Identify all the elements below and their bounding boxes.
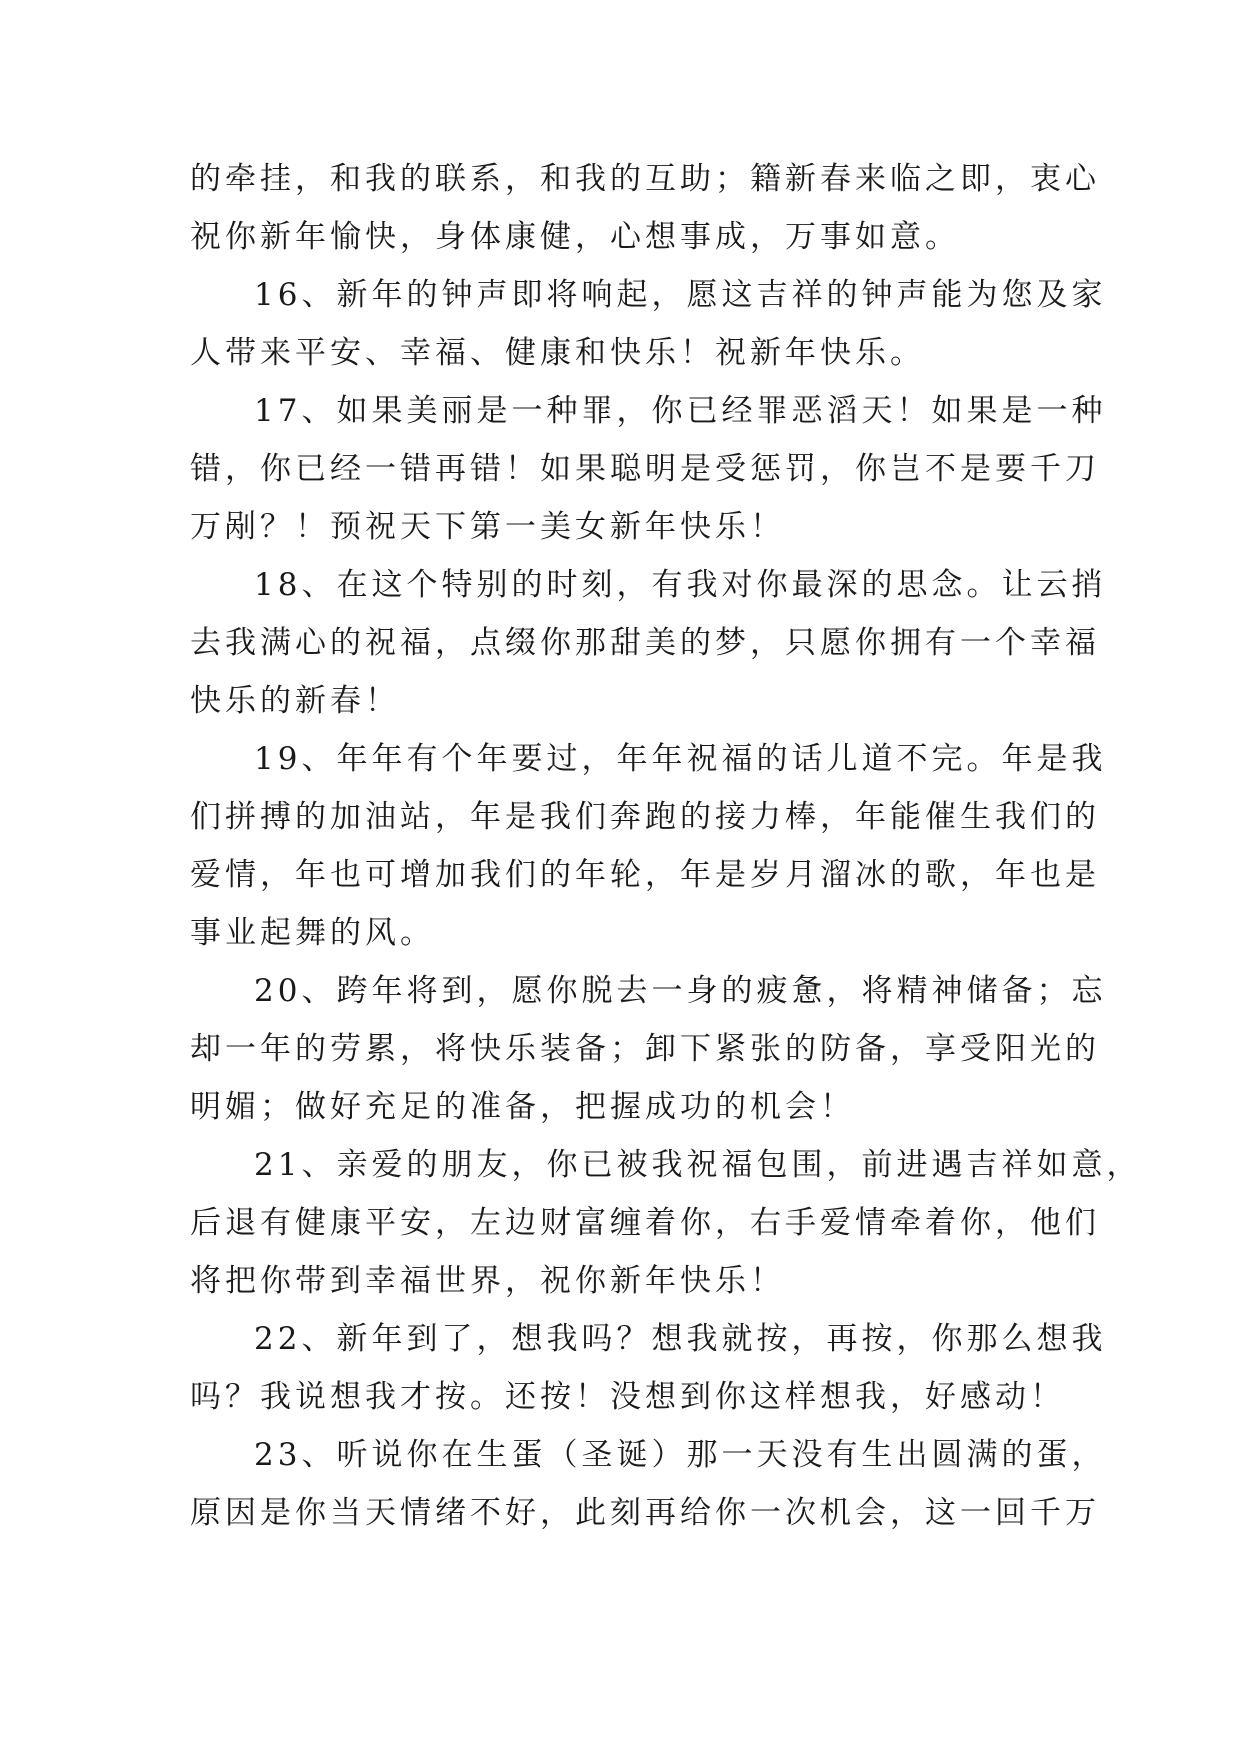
text-line: 的牵挂，和我的联系，和我的互助；籍新春来临之即，衷心 bbox=[190, 161, 1100, 197]
paragraph-20-start: 20、跨年将到，愿你脱去一身的疲惫，将精神储备；忘 bbox=[254, 973, 1107, 1009]
paragraph-17-start: 17、如果美丽是一种罪，你已经罪恶滔天！如果是一种 bbox=[254, 393, 1107, 429]
text-line: 快乐的新春！ bbox=[190, 683, 400, 719]
paragraph-22-start: 22、新年到了，想我吗？想我就按，再按，你那么想我 bbox=[254, 1321, 1107, 1357]
text-line: 去我满心的祝福，点缀你那甜美的梦，只愿你拥有一个幸福 bbox=[190, 625, 1100, 661]
text-line: 原因是你当天情绪不好，此刻再给你一次机会，这一回千万 bbox=[190, 1495, 1100, 1531]
text-line: 万剐？！预祝天下第一美女新年快乐！ bbox=[190, 509, 785, 545]
text-line: 人带来平安、幸福、健康和快乐！祝新年快乐。 bbox=[190, 335, 925, 371]
text-line: 祝你新年愉快，身体康健，心想事成，万事如意。 bbox=[190, 219, 960, 255]
paragraph-16-start: 16、新年的钟声即将响起，愿这吉祥的钟声能为您及家 bbox=[254, 277, 1107, 313]
paragraph-19-start: 19、年年有个年要过，年年祝福的话儿道不完。年是我 bbox=[254, 741, 1107, 777]
paragraph-23-start: 23、听说你在生蛋（圣诞）那一天没有生出圆满的蛋， bbox=[254, 1437, 1107, 1473]
paragraph-21-start: 21、亲爱的朋友，你已被我祝福包围，前进遇吉祥如意， bbox=[254, 1147, 1142, 1183]
text-line: 却一年的劳累，将快乐装备；卸下紧张的防备，享受阳光的 bbox=[190, 1031, 1100, 1067]
paragraph-18-start: 18、在这个特别的时刻，有我对你最深的思念。让云捎 bbox=[254, 567, 1107, 603]
text-line: 后退有健康平安，左边财富缠着你，右手爱情牵着你，他们 bbox=[190, 1205, 1100, 1241]
text-line: 爱情，年也可增加我们的年轮，年是岁月溜冰的歌，年也是 bbox=[190, 857, 1100, 893]
text-line: 们拼搏的加油站，年是我们奔跑的接力棒，年能催生我们的 bbox=[190, 799, 1100, 835]
text-line: 事业起舞的风。 bbox=[190, 915, 435, 951]
document-body bbox=[190, 150, 1142, 1542]
text-line: 明媚；做好充足的准备，把握成功的机会！ bbox=[190, 1089, 855, 1125]
text-line: 吗？我说想我才按。还按！没想到你这样想我，好感动！ bbox=[190, 1379, 1065, 1415]
text-line: 错，你已经一错再错！如果聪明是受惩罚，你岂不是要千刀 bbox=[190, 451, 1100, 487]
text-line: 将把你带到幸福世界，祝你新年快乐！ bbox=[190, 1263, 785, 1299]
